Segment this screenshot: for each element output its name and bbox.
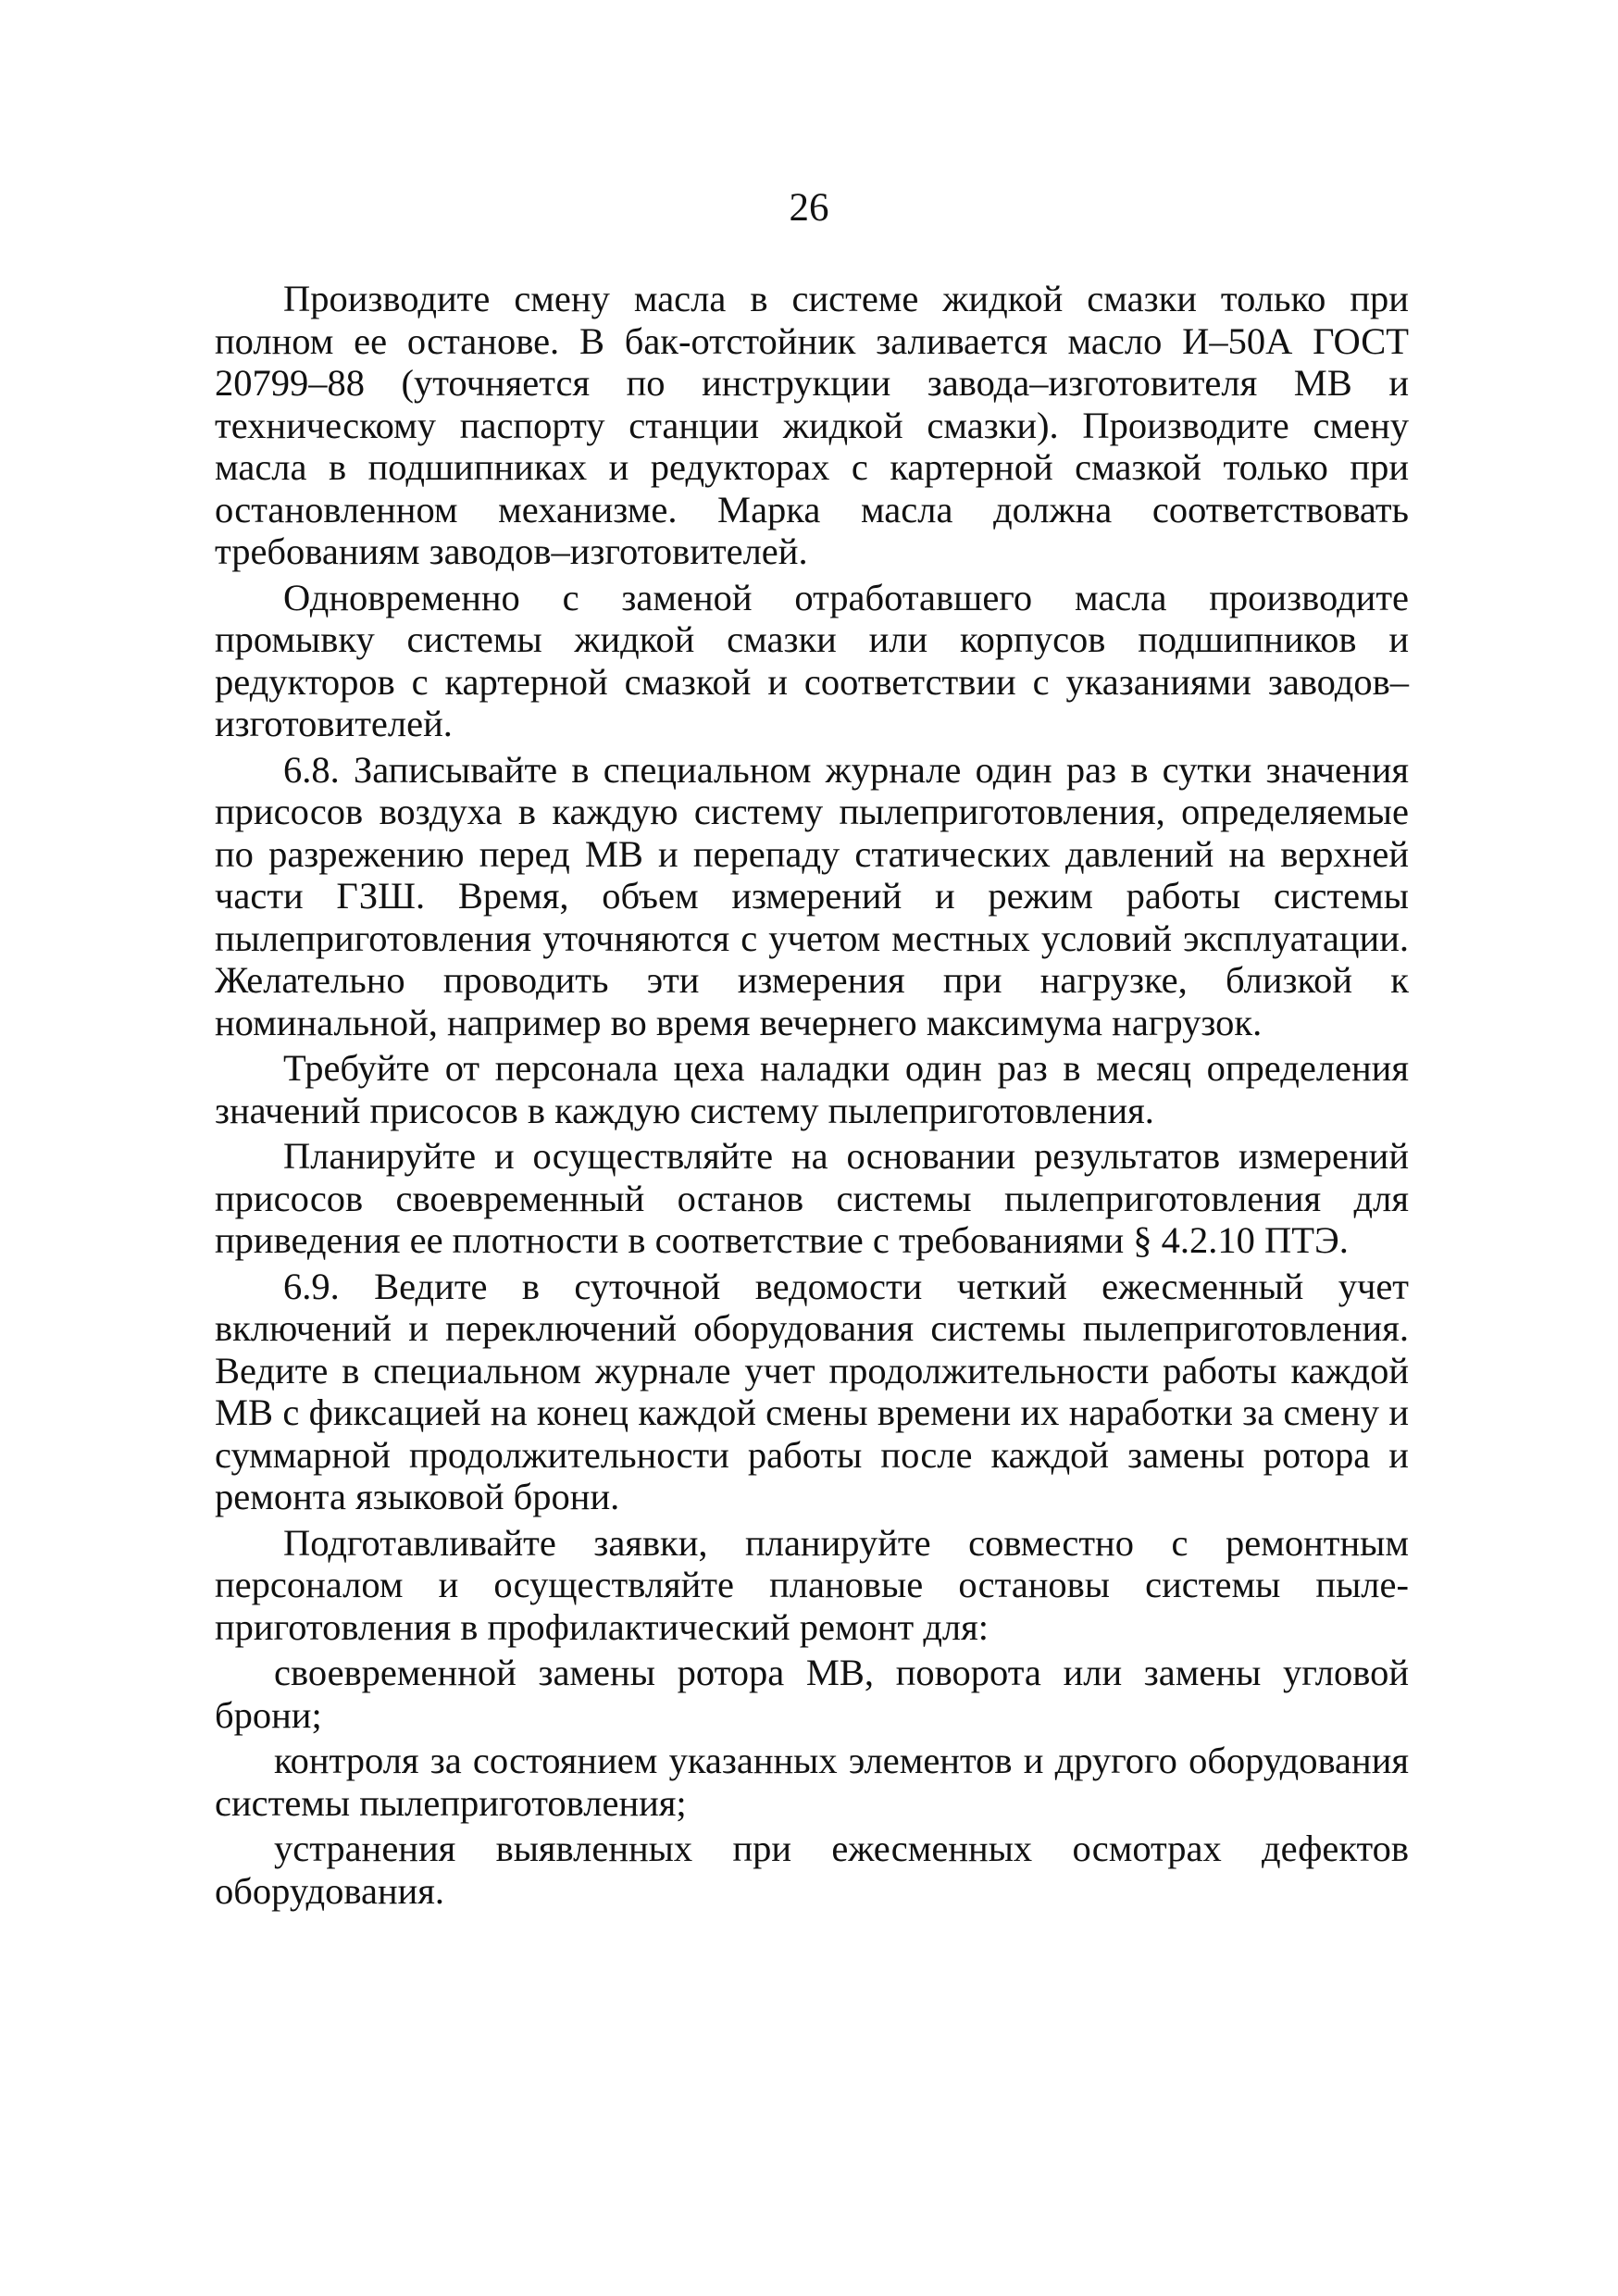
paragraph-planning: Планируйте и осуществляйте на основании результатов измерений присосов своевременный останов системы пылеприготовления для приведения ее плотности в соответствие с требованиями § 4.2.10 ПТЭ. [215, 1135, 1409, 1261]
paragraph-flushing: Одновременно с заменой отработавшего масла производите промывку системы жидкой смазки или корпусов подшипников и редукторов с картерной смазкой и соответствии с указаниями заводов–изготовителей. [215, 576, 1409, 744]
page-number: 26 [789, 186, 829, 230]
paragraph-adjustment-staff: Требуйте от персонала цеха наладки один раз в месяц определения значений присосов в каждую систему пылеприготовления. [215, 1047, 1409, 1131]
paragraph-oil-change: Производите смену масла в системе жидкой смазки только при полном ее останове. В бак-отстойник заливается масло И–50А ГОСТ 20799–88 (уточняется по инструкции завода–изготовителя МВ и техническому паспорту станции жидкой смазки). Производите смену масла в подшипниках и редукторах с картерной смазкой только при остановленном механизме. Марка масла должна соответствовать требованиям заводов–изготовителей. [215, 278, 1409, 572]
list-item-rotor: своевременной замены ротора МВ, поворота или замены угловой брони; [215, 1652, 1409, 1736]
list-item-control: контроля за состоянием указанных элементов и другого оборудования системы пылеприготовления; [215, 1740, 1409, 1824]
paragraph-6-9: 6.9. Ведите в суточной ведомости четкий ежесменный учет включений и переключений оборудования системы пылеприготовления. Ведите в специальном журнале учет продолжительности работы каждой МВ с фиксацией на конец каждой смены времени их наработки за смену и суммарной продолжительности работы после каждой замены ротора и ремонта языковой брони. [215, 1265, 1409, 1517]
paragraph-6-8: 6.8. Записывайте в специальном журнале один раз в сутки значения присосов воздуха в каждую систему пылеприготовления, определяемые по разрежению перед МВ и перепаду статических давлений на верхней части ГЗШ. Время, объем измерений и режим работы системы пылеприготовления уточняются с учетом местных условий эксплуатации. Желательно проводить эти измерения при нагрузке, близкой к номинальной, например во время вечернего максимума нагрузок. [215, 748, 1409, 1043]
list-item-defects: устранения выявленных при ежесменных осмотрах дефектов оборудования. [215, 1828, 1409, 1912]
paragraph-requests: Подготавливайте заявки, планируйте совместно с ремонтным персоналом и осуществляйте плановые остановы системы пылеприготовления в профилактический ремонт для: [215, 1521, 1409, 1648]
document-body [215, 278, 1409, 1915]
